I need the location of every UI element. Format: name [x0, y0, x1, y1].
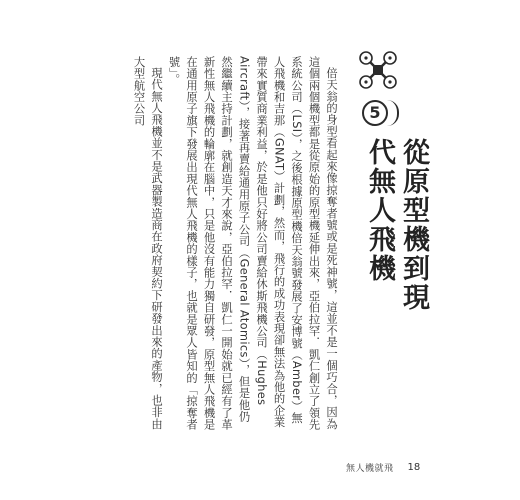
chapter-number: 5	[362, 100, 388, 126]
paragraph-2: 現代無人飛機並不是武器製造商在政府契約下研發出來的產物，也非由大型航空公司	[132, 56, 163, 430]
drone-icon	[358, 50, 398, 90]
chapter-bracket-decoration	[387, 100, 399, 126]
page-number: 18	[407, 461, 421, 473]
running-footer-title: 無人機就飛	[346, 463, 394, 474]
page-footer	[346, 459, 420, 475]
chapter-heading	[358, 50, 429, 340]
chapter-title: 從原型機到現代無人飛機	[364, 138, 429, 312]
body-text	[130, 56, 340, 431]
paragraph-1: 倍天翁的身型看起來像掠奪者號或是死神號，這並不是一個巧合，因為這個兩個機型都是從原始的原型機延伸出來，亞伯拉罕．凱仁創立了領先系統公司（LSI），之後根據原型機倍天翁號發展了安博號（Amber）無人飛機和吉那（GNAT）計劃，然而，飛行的成功表現卻無法為他的企業帶來實質商業利益，於是他只好將公司賣給休斯飛機公司（Hughes Aircraft），接著再賣給通用原子公司（General Atomics），但是他仍然繼續主持計劃，就創造天才來說，亞伯拉罕．凱仁一開始就已經有了革新性無人飛機的輪廓在腦中，只是他沒有能力獨自研發，原型無人飛機是在通用原子旗下發展出現代無人飛機的樣子，也就是眾人皆知的「掠奪者號」。	[167, 56, 338, 431]
chapter-number-badge	[358, 96, 398, 132]
